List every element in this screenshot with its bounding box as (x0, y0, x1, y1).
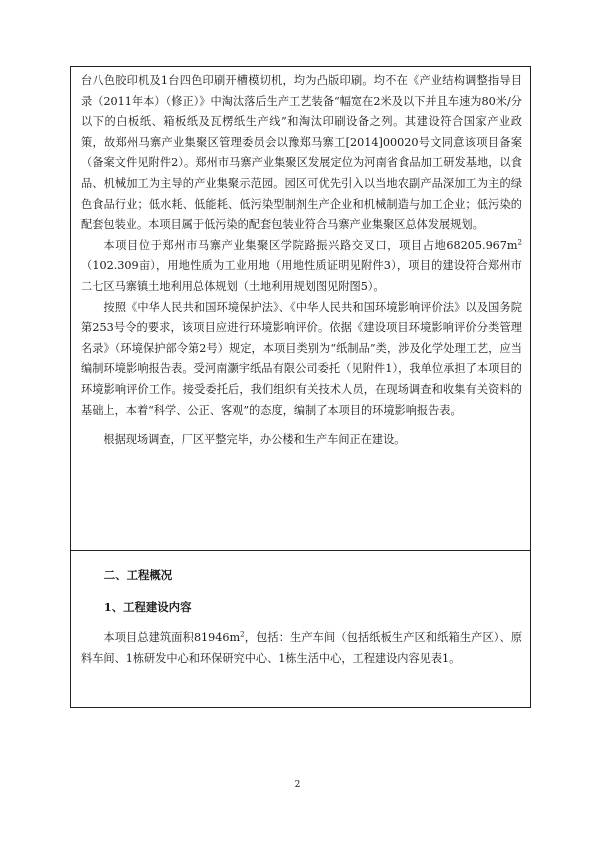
location-text-b: （102.309亩），用地性质为工业用地（用地性质证明见附件3），项目的建设符合郑州市二七区马寨镇土地利用总体规划（土地利用规划图见附图5）。 (81, 259, 522, 293)
paragraph-eia-basis: 按照《中华人民共和国环境保护法》、《中华人民共和国环境影响评价法》以及国务院第253号令的要求，该项目应进行环境影响评价。依据《建设项目环境影响评价分类管理名录》（环境保护部令第2号）规定，本项目类别为“纸制品”类，涉及化学处理工艺，应当编制环境影响报告表。受河南灏宇纸品有限公司委托（见附件1），我单位承担了本项目的环境影响评价工作。接受委托后，我们组织有关技术人员，在现场调查和收集有关资料的基础上，本着“科学、公正、客观”的态度，编制了本项目的环境影响报告表。 (81, 300, 522, 417)
paragraph-site-status: 根据现场调查，厂区平整完毕，办公楼和生产车间正在建设。 (103, 433, 406, 447)
section-heading-overview: 二、工程概况 (103, 568, 173, 582)
content-table-frame (70, 66, 531, 708)
paragraph-industry-policy: 台八色胶印机及1台四色印刷开槽模切机，均为凸版印刷。均不在《产业结构调整指导目录（2011年本）（修正）》中淘汰落后生产工艺装备“幅宽在2米及以下并且车速为80米/分以下的白板纸、箱板纸及瓦楞纸生产线”和淘汰印刷设备之列。其建设符合国家产业政策，故郑州马寨产业集聚区管理委员会以豫郑马寨工[2014]00020号文同意该项目备案（备案文件见附件2）。郑州市马寨产业集聚区发展定位为河南省食品加工研发基地，以食品、机械加工为主导的产业集聚示范园。园区可优先引入以当地农副产品深加工为主的绿色食品行业；低水耗、低能耗、低污染型制剂生产企业和机械制造与加工企业；低污染的配套包装业。本项目属于低污染的配套包装业符合马寨产业集聚区总体发展规划。 (81, 74, 522, 232)
table-divider (71, 550, 530, 551)
lower-cell (81, 565, 522, 669)
superscript-2: 2 (517, 238, 522, 247)
superscript-2-area: 2 (240, 630, 245, 639)
subsection-heading-construction: 1、工程建设内容 (103, 599, 192, 614)
upper-cell (81, 71, 522, 451)
construction-text-b: ，包括：生产车间（包括纸板生产区和纸箱生产区）、原料车间、1栋研发中心和环保研究中心、1栋生活中心，工程建设内容见表1。 (81, 631, 523, 665)
location-text-a: 本项目位于郑州市马寨产业集聚区学院路振兴路交叉口，项目占地68205.967m (103, 238, 518, 252)
paragraph-location (81, 236, 522, 298)
page-number: 2 (294, 780, 301, 790)
construction-text-a: 本项目总建筑面积81946m (103, 631, 241, 645)
paragraph-construction-content (81, 628, 522, 669)
